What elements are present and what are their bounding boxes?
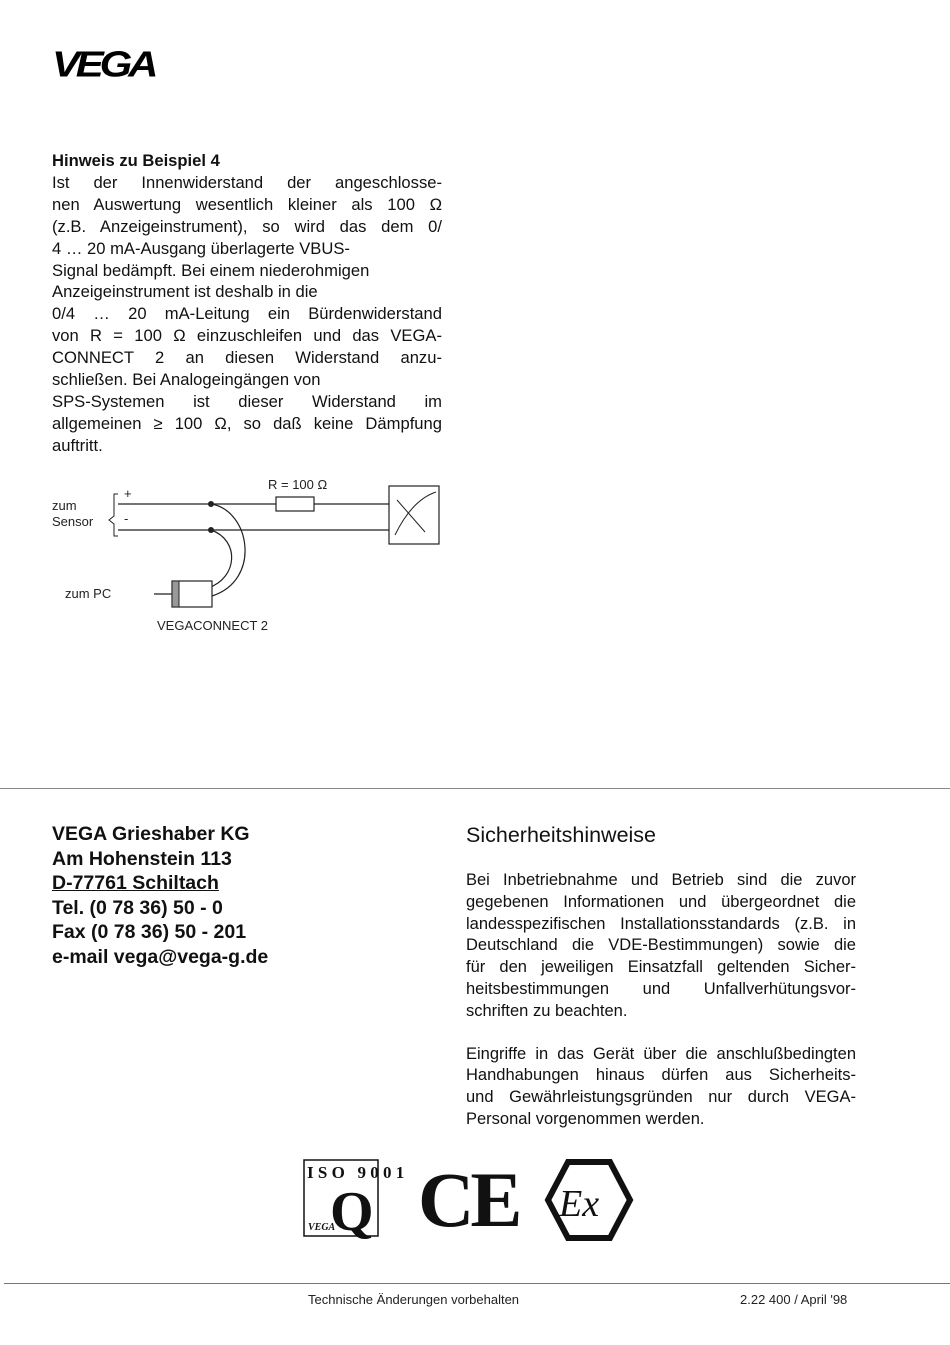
sensor-label-line1: zum	[52, 498, 77, 513]
note-line: Anzeigeinstrument ist deshalb in die	[52, 282, 318, 302]
sensor-label-line2: Sensor	[52, 514, 94, 529]
iso-9001-icon	[304, 1160, 404, 1242]
safety-line: heitsbestimmungen und Unfallverhütungsvor-	[466, 979, 856, 998]
minus-label: -	[124, 511, 129, 526]
note-line: CONNECT 2 an diesen Widerstand anzu-	[52, 348, 442, 368]
sensor-brace	[109, 494, 118, 536]
vega-logo	[52, 44, 172, 80]
resistor-label: R = 100 Ω	[268, 477, 328, 492]
pc-label: zum PC	[65, 586, 112, 601]
note-line: Ist der Innenwiderstand der angeschlosse-	[52, 172, 442, 192]
note-line: auftritt.	[52, 435, 103, 455]
divider-bottom	[4, 1283, 950, 1284]
street: Am Hohenstein 113	[52, 847, 232, 870]
company-address	[52, 822, 268, 970]
svg-text:Q: Q	[330, 1181, 374, 1242]
safety-line: schriften zu beachten.	[466, 1001, 628, 1020]
safety-line: Handhabungen hinaus dürfen aus Sicherheits-	[466, 1066, 856, 1085]
vegaconnect-plug	[172, 581, 179, 607]
fax: Fax (0 78 36) 50 - 201	[52, 921, 247, 944]
divider-top	[0, 788, 950, 789]
safety-line: für den jeweiligen Einsatzfall geltenden Sicher-	[466, 958, 856, 977]
resistor	[276, 497, 314, 511]
cable-outer	[211, 504, 245, 596]
plus-label: +	[124, 486, 132, 501]
certification-marks	[300, 1158, 640, 1242]
footer-doc-id: 2.22 400 / April '98	[740, 1292, 848, 1307]
phone: Tel. (0 78 36) 50 - 0	[52, 896, 223, 919]
safety-paragraph-1	[466, 870, 856, 1023]
svg-text:VEGA: VEGA	[52, 45, 155, 80]
company-name: VEGA Grieshaber KG	[52, 823, 250, 845]
note-line: (z.B. Anzeigeinstrument), so wird das dem 0/	[52, 216, 442, 236]
ex-mark-icon	[548, 1162, 630, 1238]
ce-mark-icon	[418, 1158, 519, 1242]
safety-line: gegebenen Informationen und übergeordnet die	[466, 892, 856, 911]
note-line: SPS-Systemen ist dieser Widerstand im	[52, 391, 442, 411]
note-line: 4 … 20 mA-Ausgang überlagerte VBUS-	[52, 238, 350, 258]
safety-section	[466, 822, 856, 1152]
city: D-77761 Schiltach	[52, 872, 219, 895]
safety-line: Bei Inbetriebnahme und Betrieb sind die zuvor	[466, 871, 856, 889]
footer-notice: Technische Änderungen vorbehalten	[308, 1292, 520, 1307]
note-line: schließen. Bei Analogeingängen von	[52, 370, 321, 390]
display-instrument	[389, 486, 439, 544]
note-line: allgemeinen ≥ 100 Ω, so daß keine Dämpfung	[52, 413, 442, 433]
wiring-diagram	[0, 470, 460, 640]
example-note	[52, 150, 442, 457]
note-heading: Hinweis zu Beispiel 4	[52, 151, 220, 170]
svg-text:I S O 9 0 0 1: I S O 9 0 0 1	[307, 1163, 405, 1182]
cable-inner	[208, 530, 232, 588]
safety-line: Deutschland die VDE-Bestimmungen) sowie die	[466, 936, 856, 955]
note-line: 0/4 … 20 mA-Leitung ein Bürdenwiderstand	[52, 304, 442, 324]
svg-text:CE: CE	[418, 1158, 519, 1242]
note-line: nen Auswertung wesentlich kleiner als 100 Ω	[52, 194, 442, 214]
safety-line: landesspezifischen Installationsstandards (z.B. in	[466, 914, 856, 933]
safety-line: Personal vorgenommen werden.	[466, 1109, 705, 1128]
email[interactable]: e-mail vega@vega-g.de	[52, 945, 269, 968]
safety-line: Eingriffe in das Gerät über die anschlußbedingten	[466, 1044, 856, 1063]
safety-title: Sicherheitshinweise	[466, 823, 657, 847]
device-label: VEGACONNECT 2	[157, 618, 269, 633]
note-line: von R = 100 Ω einzuschleifen und das VEGA-	[52, 326, 442, 346]
safety-paragraph-2	[466, 1044, 856, 1131]
svg-text:VEGA: VEGA	[308, 1222, 336, 1233]
svg-text:Ex: Ex	[559, 1183, 600, 1225]
note-line: Signal bedämpft. Bei einem niederohmigen	[52, 260, 370, 280]
safety-line: und Gewährleistungsgründen nur durch VEGA-	[466, 1088, 856, 1107]
